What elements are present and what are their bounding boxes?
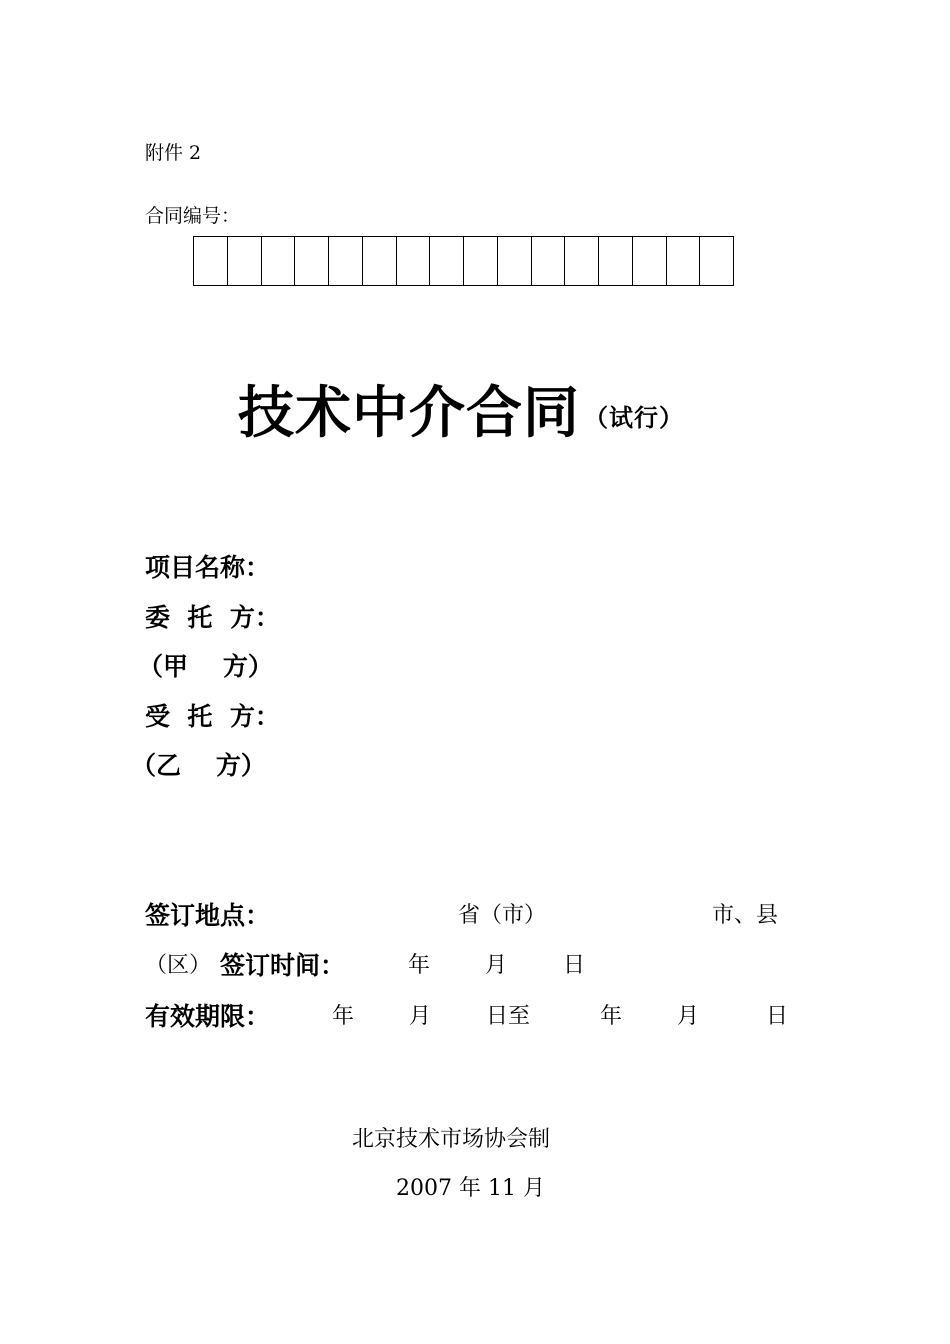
party-a-label: （甲 方）	[138, 652, 273, 681]
validity-end-month: 月	[677, 1004, 700, 1029]
contract-number-cell[interactable]	[397, 237, 431, 285]
validity-end-day: 日	[766, 1004, 789, 1029]
validity-end-year: 年	[600, 1004, 623, 1029]
signing-place-province: 省（市）	[458, 903, 547, 928]
signing-time-year: 年	[408, 953, 431, 978]
contract-number-cell[interactable]	[667, 237, 701, 285]
signing-time-month: 月	[485, 953, 508, 978]
title-trial-note: （试行）	[584, 404, 684, 432]
signing-place-district: （区）	[145, 953, 212, 978]
signing-place-label: 签订地点：	[145, 901, 271, 930]
contract-number-cell[interactable]	[498, 237, 532, 285]
contract-number-cell[interactable]	[262, 237, 296, 285]
contract-number-cell[interactable]	[194, 237, 228, 285]
contract-number-cell[interactable]	[295, 237, 329, 285]
issue-date: 2007 年 11 月	[396, 1176, 545, 1201]
party-b-label: （乙 方）	[131, 751, 266, 780]
client-label: 委 托 方：	[145, 603, 280, 632]
agent-label: 受 托 方：	[145, 702, 280, 731]
project-name-label: 项目名称：	[145, 553, 271, 582]
validity-start-month: 月	[409, 1004, 432, 1029]
contract-number-cell[interactable]	[565, 237, 599, 285]
contract-number-cell[interactable]	[532, 237, 566, 285]
signing-time-label: 签订时间：	[220, 951, 346, 980]
signing-time-day: 日	[563, 953, 586, 978]
contract-number-label: 合同编号：	[145, 205, 241, 227]
contract-number-cell[interactable]	[430, 237, 464, 285]
contract-number-cell[interactable]	[633, 237, 667, 285]
contract-number-cell[interactable]	[599, 237, 633, 285]
title-main: 技术中介合同	[238, 381, 580, 446]
validity-start-year: 年	[332, 1004, 355, 1029]
contract-number-cell[interactable]	[363, 237, 397, 285]
issuer-label: 北京技术市场协会制	[352, 1127, 551, 1152]
contract-number-cell[interactable]	[228, 237, 262, 285]
document-title	[238, 369, 684, 449]
attachment-label: 附件 2	[145, 142, 202, 164]
contract-number-cell[interactable]	[464, 237, 498, 285]
validity-period-label: 有效期限：	[145, 1002, 271, 1031]
contract-number-cell[interactable]	[329, 237, 363, 285]
contract-number-grid[interactable]	[193, 236, 734, 286]
signing-place-city-county: 市、县	[712, 903, 779, 928]
validity-start-day-to: 日至	[486, 1004, 531, 1029]
contract-number-cell[interactable]	[700, 237, 733, 285]
